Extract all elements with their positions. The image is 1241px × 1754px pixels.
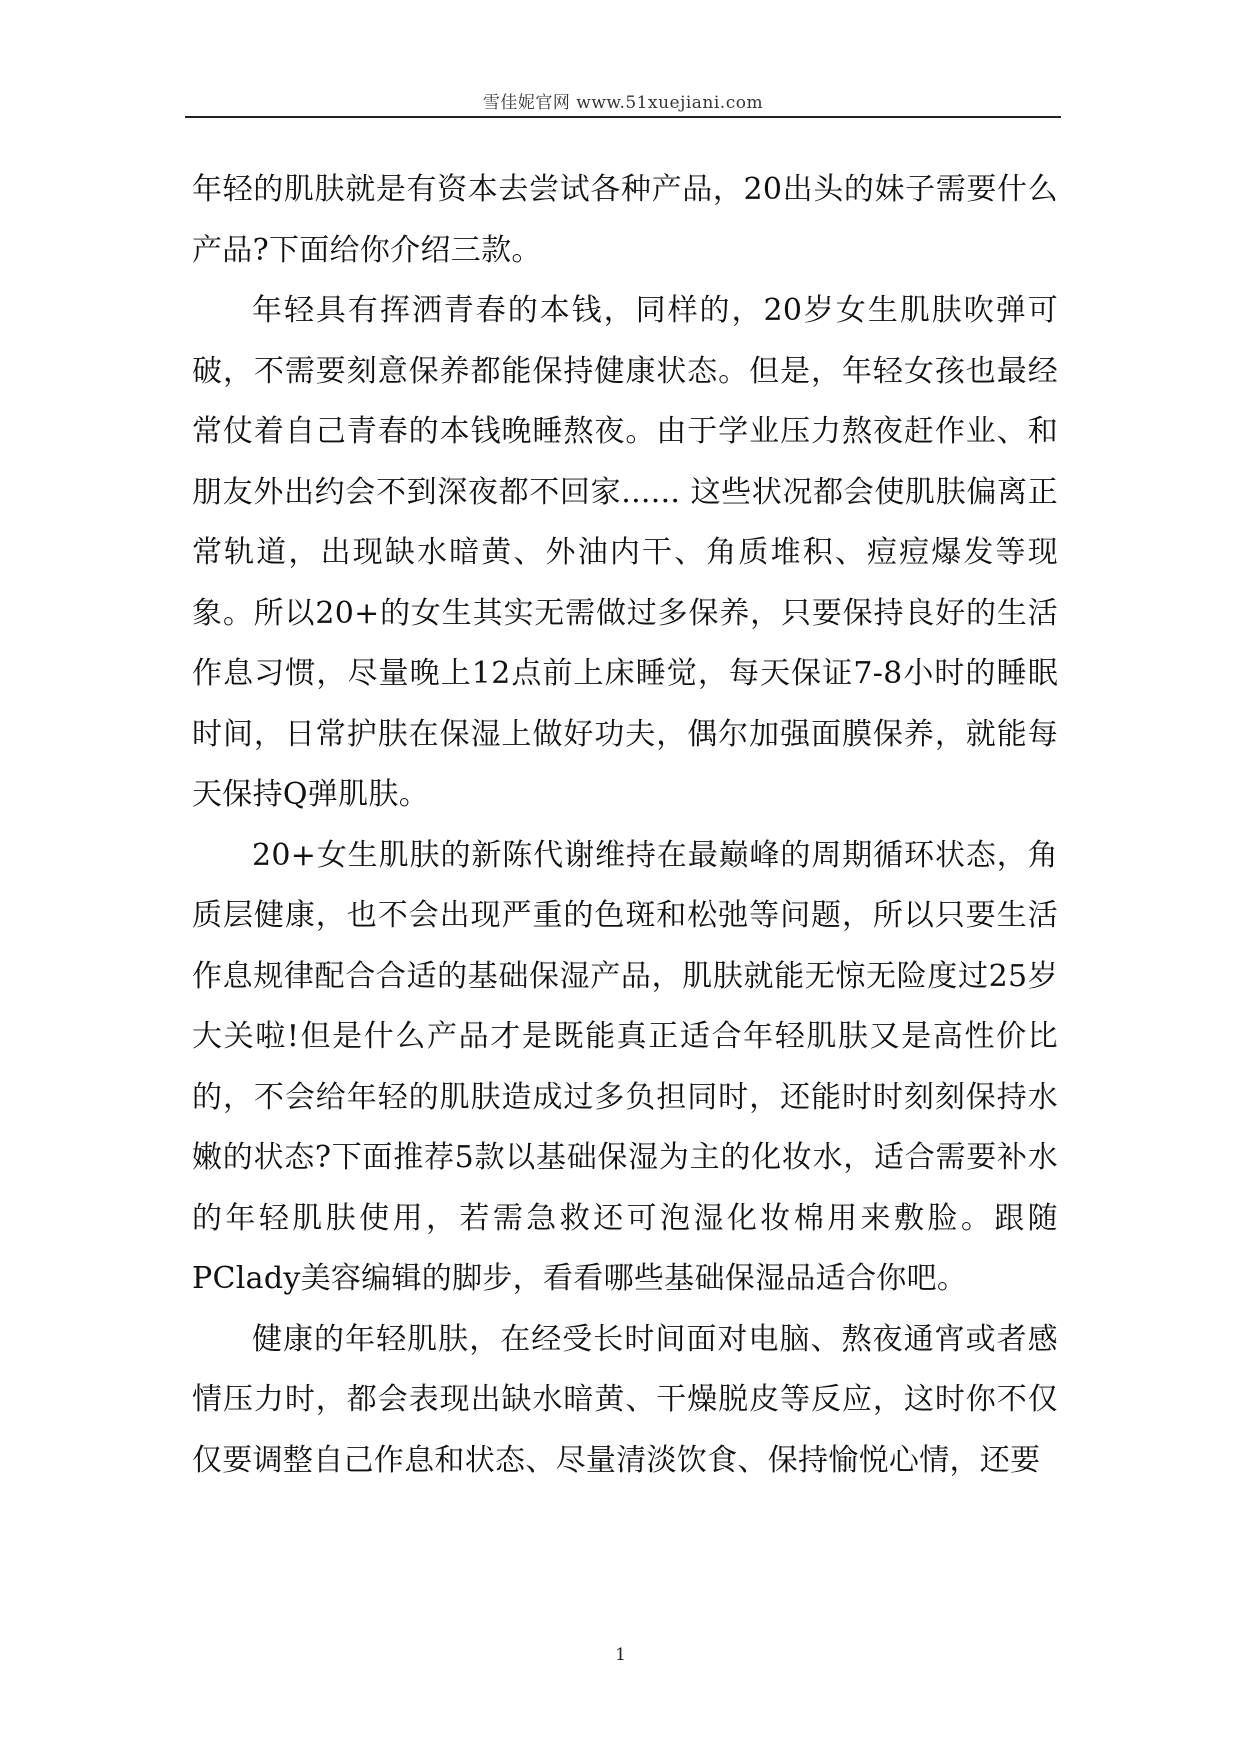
document-body <box>192 160 1058 1491</box>
page-number: 1 <box>615 1645 626 1665</box>
page-header: 雪佳妮官网 www.51xuejiani.com <box>482 93 764 113</box>
paragraph-healthy-skin: 健康的年轻肌肤，在经受长时间面对电脑、熬夜通宵或者感情压力时，都会表现出缺水暗黄、干燥脱皮等反应，这时你不仅仅要调整自己作息和状态、尽量清淡饮食、保持愉悦心情，还要 <box>192 1321 1058 1478</box>
paragraph-intro: 年轻的肌肤就是有资本去尝试各种产品，20出头的妹子需要什么产品?下面给你介绍三款。 <box>192 172 1058 268</box>
paragraph-metabolism: 20+女生肌肤的新陈代谢维持在最巅峰的周期循环状态，角质层健康，也不会出现严重的色斑和松弛等问题，所以只要生活作息规律配合合适的基础保湿产品，肌肤就能无惊无险度过25岁大关啦!但是什么产品才是既能真正适合年轻肌肤又是高性价比的，不会给年轻的肌肤造成过多负担同时，还能时时刻刻保持水嫩的状态?下面推荐5款以基础保湿为主的化妆水，适合需要补水的年轻肌肤使用，若需急救还可泡湿化妆棉用来敷脸。跟随PClady美容编辑的脚步，看看哪些基础保湿品适合你吧。 <box>192 837 1058 1296</box>
header-divider <box>185 116 1061 118</box>
paragraph-youth-skin: 年轻具有挥洒青春的本钱，同样的，20岁女生肌肤吹弹可破，不需要刻意保养都能保持健康状态。但是，年轻女孩也最经常仗着自己青春的本钱晚睡熬夜。由于学业压力熬夜赶作业、和朋友外出约会不到深夜都不回家...... 这些状况都会使肌肤偏离正常轨道，出现缺水暗黄、外油内干、角质堆积、痘痘爆发等现象。所以20+的女生其实无需做过多保养，只要保持良好的生活作息习惯，尽量晚上12点前上床睡觉，每天保证7-8小时的睡眠时间，日常护肤在保湿上做好功夫，偶尔加强面膜保养，就能每天保持Q弹肌肤。 <box>192 293 1058 812</box>
